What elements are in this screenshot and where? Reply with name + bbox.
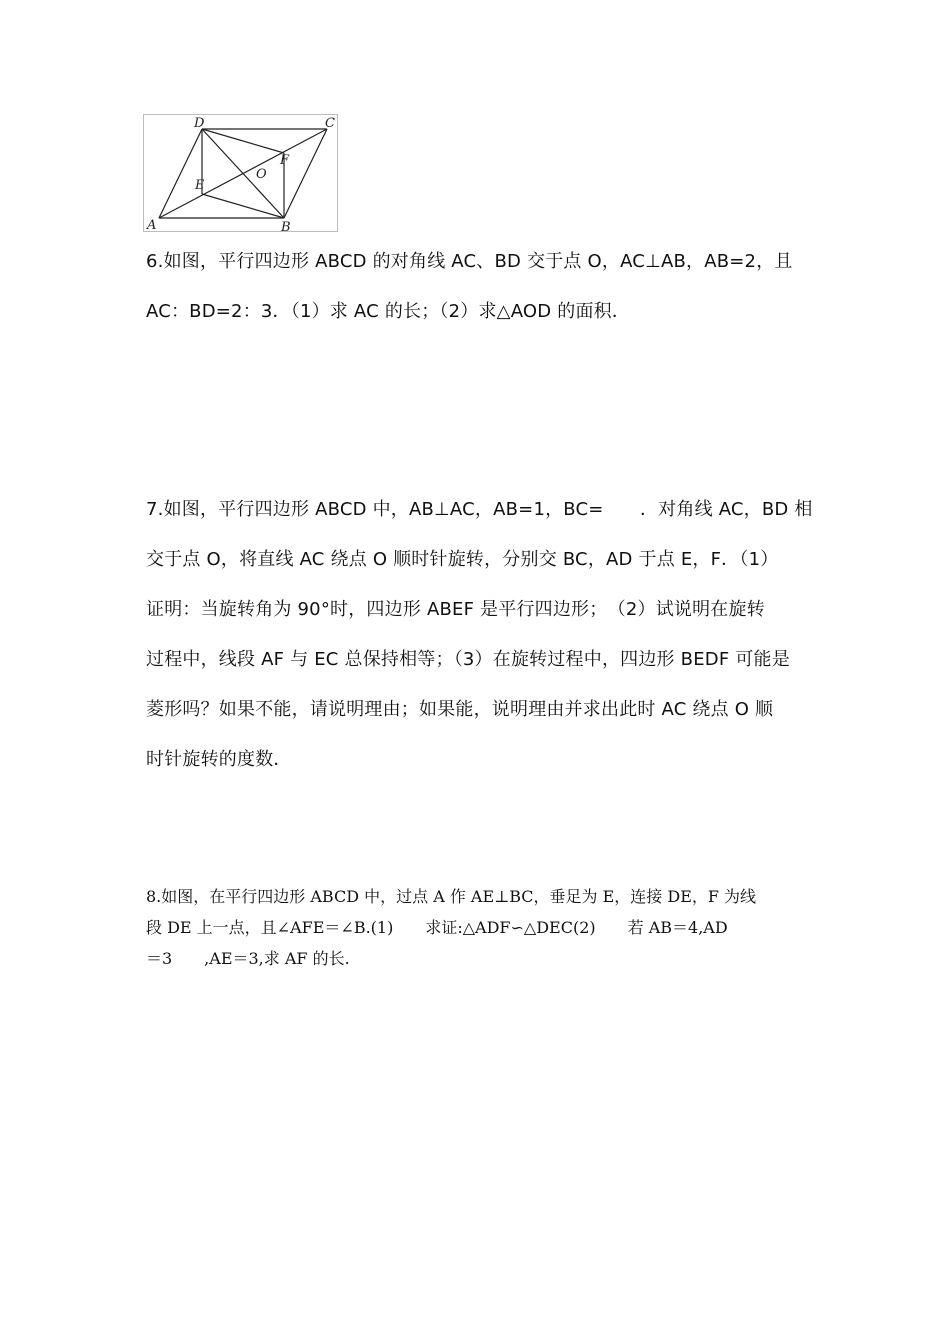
segment-eb: [202, 194, 284, 218]
question-line: 6.如图，平行四边形 ABCD 的对角线 AC、BD 交于点 O，AC⊥AB，AB=2，且: [146, 251, 793, 272]
question-line: AC：BD=2：3．（1）求 AC 的长；（2）求△AOD 的面积．: [146, 301, 631, 322]
question-7: [146, 485, 816, 785]
label-e: E: [195, 178, 205, 193]
question-6: [146, 237, 816, 337]
label-f: F: [280, 153, 290, 168]
edge-ad: [159, 129, 202, 218]
question-line: 交于点 O，将直线 AC 绕点 O 顺时针旋转，分别交 BC，AD 于点 E，F．（1）: [146, 549, 779, 570]
label-d: D: [194, 116, 205, 131]
geometry-figure: [143, 114, 338, 232]
label-c: C: [325, 116, 335, 131]
segment-df: [202, 129, 284, 153]
label-o: O: [256, 167, 267, 182]
diagonal-bd: [202, 129, 284, 218]
question-line: 证明：当旋转角为 90°时，四边形 ABEF 是平行四边形； （2）试说明在旋转: [146, 599, 765, 620]
edge-cb: [284, 129, 327, 218]
question-line: 过程中，线段 AF 与 EC 总保持相等；（3）在旋转过程中，四边形 BEDF 可能是: [146, 649, 790, 670]
question-line: 菱形吗？如果不能，请说明理由；如果能，说明理由并求出此时 AC 绕点 O 顺: [146, 699, 774, 720]
label-b: B: [281, 220, 291, 233]
question-line: 8.如图，在平行四边形 ABCD 中，过点 A 作 AE⊥BC，垂足为 E，连接 DE，F 为线: [146, 887, 757, 906]
question-8: [146, 881, 816, 974]
question-line: 7.如图，平行四边形 ABCD 中，AB⊥AC，AB=1，BC= ．对角线 AC，BD 相: [146, 499, 813, 520]
question-line: 段 DE 上一点，且∠AFE＝∠B.(1) 求证:△ADF∽△DEC(2) 若 AB＝4,AD: [146, 918, 728, 937]
question-line: ＝3 ,AE＝3,求 AF 的长.: [146, 949, 350, 968]
parallelogram-diagram: [144, 115, 339, 233]
label-a: A: [147, 218, 157, 233]
question-line: 时针旋转的度数．: [146, 749, 292, 770]
